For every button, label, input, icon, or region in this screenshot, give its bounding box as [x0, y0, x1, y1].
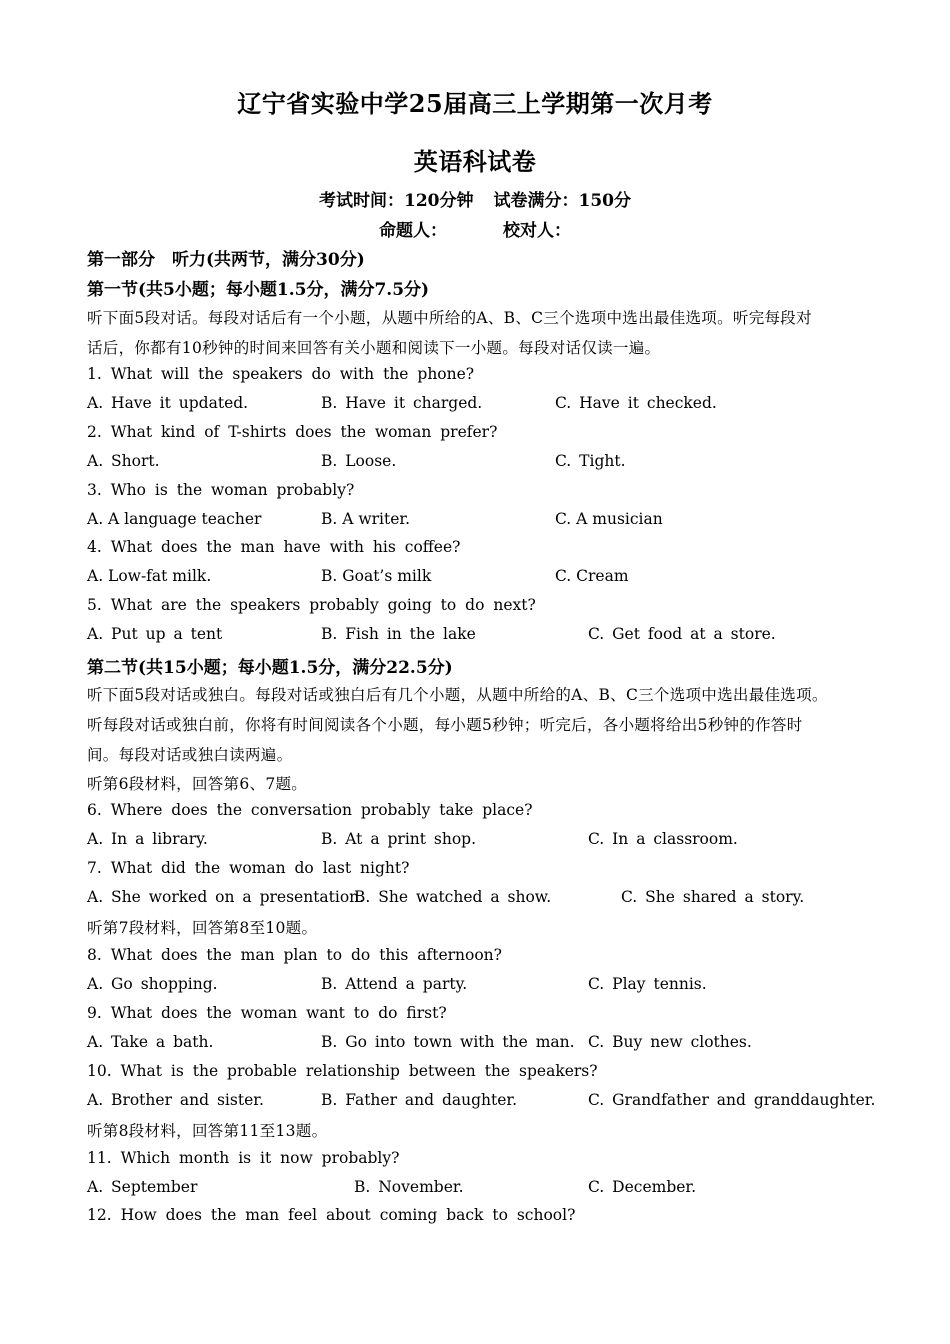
q7-option-c: C. She shared a story. — [621, 888, 805, 906]
section1-heading: 第一节(共5小题；每小题1.5分，满分7.5分) — [87, 280, 430, 300]
q7-option-b: B. She watched a show. — [354, 888, 552, 906]
question-10: 10. What is the probable relationship between the speakers? — [87, 1062, 598, 1080]
exam-staff — [0, 216, 950, 241]
q9-option-a: A. Take a bath. — [87, 1033, 214, 1051]
q8-option-a: A. Go shopping. — [87, 975, 218, 993]
q11-option-a: A. September — [87, 1178, 198, 1196]
q4-option-a: A. Low-fat milk. — [87, 567, 212, 585]
exam-time: 考试时间：120分钟 — [319, 191, 474, 211]
q2-option-a: A. Short. — [87, 452, 160, 470]
q10-option-c: C. Grandfather and granddaughter. — [588, 1091, 876, 1109]
question-11: 11. Which month is it now probably? — [87, 1149, 400, 1167]
question-2: 2. What kind of T-shirts does the woman prefer? — [87, 423, 498, 441]
material-note-8: 听第8段材料，回答第11至13题。 — [87, 1122, 328, 1140]
exam-meta — [0, 186, 950, 211]
q8-option-b: B. Attend a party. — [321, 975, 468, 993]
exam-subtitle: 英语科试卷 — [413, 147, 537, 176]
q11-option-c: C. December. — [588, 1178, 697, 1196]
question-3: 3. Who is the woman probably? — [87, 481, 355, 499]
q2-option-c: C. Tight. — [555, 452, 626, 470]
q6-option-a: A. In a library. — [87, 830, 208, 848]
q7-option-a: A. She worked on a presentation. — [87, 888, 365, 906]
question-7: 7. What did the woman do last night? — [87, 859, 410, 877]
question-5: 5. What are the speakers probably going to do next? — [87, 596, 536, 614]
q3-option-b: B. A writer. — [321, 510, 411, 528]
part1-heading: 第一部分 听力(共两节，满分30分) — [87, 250, 365, 270]
q8-option-c: C. Play tennis. — [588, 975, 707, 993]
q11-option-b: B. November. — [354, 1178, 464, 1196]
proofreader-label: 校对人： — [503, 221, 571, 241]
q10-option-b: B. Father and daughter. — [321, 1091, 518, 1109]
question-1: 1. What will the speakers do with the phone? — [87, 365, 475, 383]
full-score: 试卷满分：150分 — [493, 191, 631, 211]
question-6: 6. Where does the conversation probably take place? — [87, 801, 533, 819]
q4-option-b: B. Goat’s milk — [321, 567, 432, 585]
setter-label: 命题人： — [379, 221, 447, 241]
q10-option-a: A. Brother and sister. — [87, 1091, 264, 1109]
q6-option-c: C. In a classroom. — [588, 830, 738, 848]
question-12: 12. How does the man feel about coming back to school? — [87, 1206, 576, 1224]
section2-heading: 第二节(共15小题；每小题1.5分，满分22.5分) — [87, 658, 453, 678]
section1-instructions-2: 话后，你都有10秒钟的时间来回答有关小题和阅读下一小题。每段对话仅读一遍。 — [87, 339, 661, 357]
q1-option-b: B. Have it charged. — [321, 394, 483, 412]
section2-instructions-3: 间。每段对话或独白读两遍。 — [87, 746, 293, 764]
q5-option-b: B. Fish in the lake — [321, 625, 476, 643]
exam-title: 辽宁省实验中学25届高三上学期第一次月考 — [237, 89, 713, 118]
q1-option-a: A. Have it updated. — [87, 394, 249, 412]
q3-option-a: A. A language teacher — [87, 510, 262, 528]
q4-option-c: C. Cream — [555, 567, 629, 585]
material-note-7: 听第7段材料，回答第8至10题。 — [87, 919, 318, 937]
q1-option-c: C. Have it checked. — [555, 394, 717, 412]
q2-option-b: B. Loose. — [321, 452, 397, 470]
question-4: 4. What does the man have with his coffee? — [87, 538, 461, 556]
q9-option-b: B. Go into town with the man. — [321, 1033, 575, 1051]
question-8: 8. What does the man plan to do this afternoon? — [87, 946, 502, 964]
section2-instructions-2: 听每段对话或独白前，你将有时间阅读各个小题，每小题5秒钟；听完后，各小题将给出5秒钟的作答时 — [87, 716, 803, 734]
q6-option-b: B. At a print shop. — [321, 830, 477, 848]
q5-option-a: A. Put up a tent — [87, 625, 223, 643]
q3-option-c: C. A musician — [555, 510, 663, 528]
section2-instructions-1: 听下面5段对话或独白。每段对话或独白后有几个小题，从题中所给的A、B、C三个选项中选出最佳选项。 — [87, 686, 828, 704]
question-9: 9. What does the woman want to do first? — [87, 1004, 447, 1022]
q9-option-c: C. Buy new clothes. — [588, 1033, 752, 1051]
q5-option-c: C. Get food at a store. — [588, 625, 776, 643]
material-note-6: 听第6段材料，回答第6、7题。 — [87, 775, 308, 793]
section1-instructions-1: 听下面5段对话。每段对话后有一个小题，从题中所给的A、B、C三个选项中选出最佳选项。听完每段对 — [87, 309, 812, 327]
